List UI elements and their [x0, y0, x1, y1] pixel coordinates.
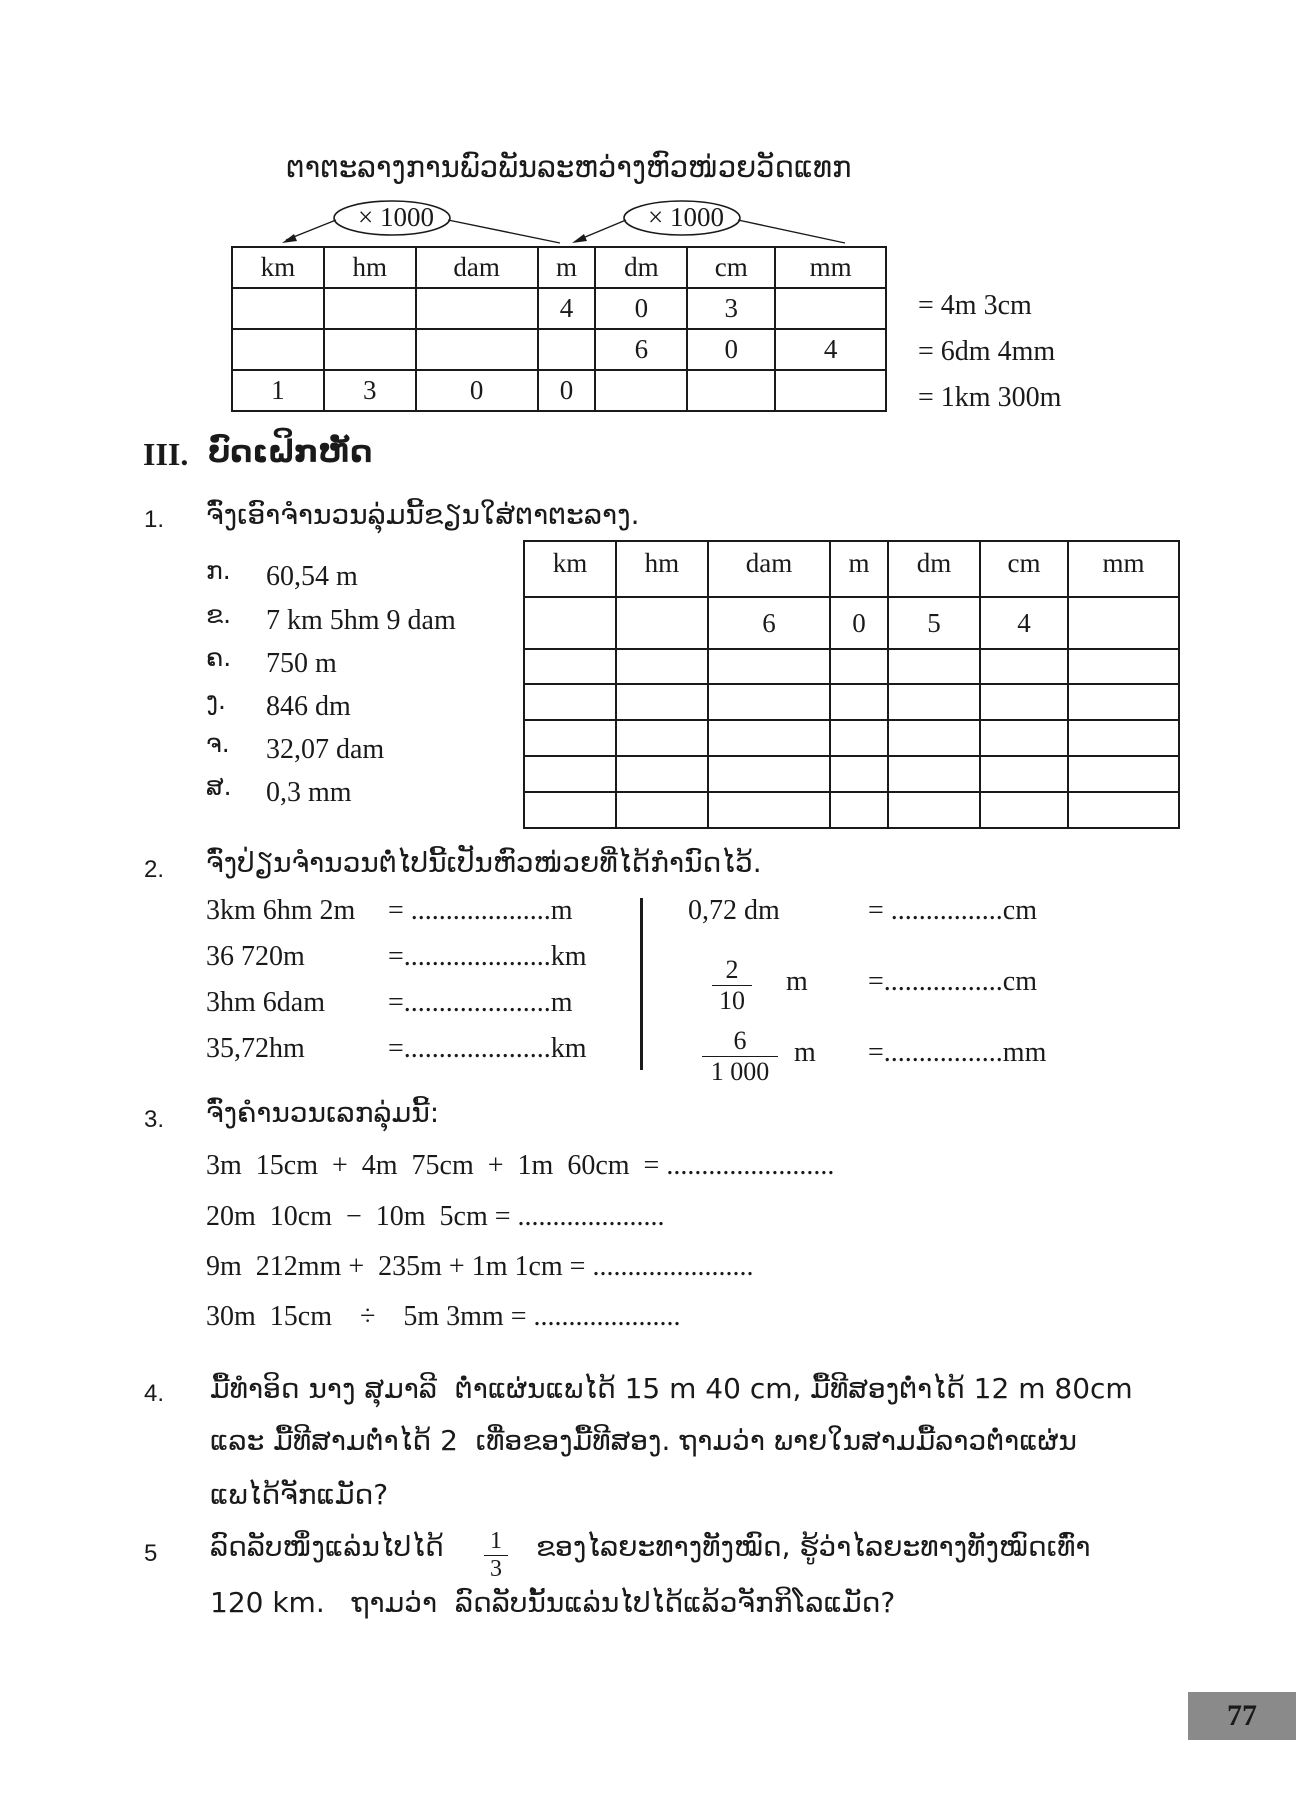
- table-cell: [538, 329, 596, 370]
- conversion-answer: =.....................m: [388, 987, 573, 1018]
- table-cell: 5: [888, 597, 980, 649]
- table-cell: [524, 756, 616, 792]
- conversion-table: [231, 246, 887, 412]
- table-cell: [616, 792, 708, 828]
- table-cell: [888, 649, 980, 684]
- calc-line: 3m 15cm + 4m 75cm + 1m 60cm = ........................: [206, 1150, 835, 1181]
- problem-line: ແພໄດ້ຈັກແມັດ?: [210, 1478, 389, 1511]
- table-cell: 0: [595, 288, 687, 329]
- table-cell: [324, 329, 416, 370]
- item-label: ກ.: [206, 556, 231, 585]
- conversion-answer: = ....................m: [388, 895, 573, 926]
- header-cell: km: [524, 541, 616, 597]
- item-label: ຈ.: [206, 729, 230, 758]
- exercise-number: 3.: [144, 1106, 165, 1133]
- fraction: [712, 955, 752, 1016]
- table-cell: [980, 792, 1068, 828]
- page-number: 77: [1188, 1692, 1296, 1740]
- table-cell: [524, 720, 616, 756]
- table-cell: [775, 288, 886, 329]
- table-cell: [1068, 756, 1179, 792]
- conversion-answer: =.....................km: [388, 941, 587, 972]
- table-cell: [980, 684, 1068, 720]
- header-cell: cm: [687, 247, 775, 288]
- section-title: ບົດເຝິກຫັດ: [208, 434, 373, 470]
- header-cell: hm: [616, 541, 708, 597]
- column-divider: [640, 898, 643, 1070]
- table-cell: [416, 329, 538, 370]
- fraction-denominator: 10: [712, 985, 752, 1016]
- exercise-number: 4.: [144, 1380, 165, 1407]
- table-row: [232, 288, 886, 329]
- table-cell: [980, 649, 1068, 684]
- header-cell: mm: [1068, 541, 1179, 597]
- conversion-expr: 36 720m: [206, 941, 305, 972]
- section-numeral: III.: [143, 436, 189, 472]
- fraction-unit: m: [794, 1037, 816, 1068]
- exercise-number: 5: [144, 1540, 158, 1567]
- item-value: 846 dm: [266, 691, 351, 722]
- table-cell: 1: [232, 370, 324, 411]
- table-cell: 4: [538, 288, 596, 329]
- table-cell: [980, 720, 1068, 756]
- table-cell: 3: [324, 370, 416, 411]
- item-value: 0,3 mm: [266, 777, 352, 808]
- conversion-answer: =.....................km: [388, 1033, 587, 1064]
- table-cell: 4: [980, 597, 1068, 649]
- table-cell: [830, 792, 888, 828]
- table-row: [232, 329, 886, 370]
- conversion-expr: 3km 6hm 2m: [206, 895, 356, 926]
- table-row: [232, 370, 886, 411]
- table-row: [524, 597, 1179, 649]
- problem-line: 120 km. ຖາມວ່າ ລົດລັບນັ້ນແລ່ນໄປໄດ້ແລ້ວຈັກກິໂລແມັດ?: [210, 1586, 896, 1619]
- result-line: = 6dm 4mm: [918, 336, 1056, 367]
- item-label: ຄ.: [206, 643, 232, 672]
- exercise1-table: [523, 540, 1180, 829]
- header-cell: hm: [324, 247, 416, 288]
- fraction-denominator: 1 000: [702, 1056, 778, 1087]
- table-cell: [708, 756, 830, 792]
- fraction-numerator: 2: [725, 955, 739, 984]
- table-cell: 6: [708, 597, 830, 649]
- conversion-answer: =.................mm: [868, 1037, 1047, 1068]
- table-cell: [1068, 649, 1179, 684]
- exercise-number: 1.: [144, 506, 165, 533]
- table-cell: [232, 288, 324, 329]
- header-cell: cm: [980, 541, 1068, 597]
- table-cell: 0: [416, 370, 538, 411]
- table-cell: [324, 288, 416, 329]
- table-cell: [708, 720, 830, 756]
- table-cell: [708, 684, 830, 720]
- table-cell: [830, 684, 888, 720]
- item-value: 32,07 dam: [266, 734, 385, 765]
- table-cell: [708, 792, 830, 828]
- item-value: 60,54 m: [266, 561, 358, 592]
- table-cell: [830, 649, 888, 684]
- ex1-header-row: [524, 541, 1179, 597]
- header-cell: m: [538, 247, 596, 288]
- table-cell: [616, 597, 708, 649]
- item-value: 7 km 5hm 9 dam: [266, 605, 456, 636]
- table-row: [524, 720, 1179, 756]
- exercise-text: ຈົ່ງເອົາຈຳນວນລຸ່ມນີ້ຂຽນໃສ່ຕາຕະລາງ.: [206, 498, 640, 531]
- header-cell: dm: [595, 247, 687, 288]
- table-row: [524, 649, 1179, 684]
- calc-line: 30m 15cm ÷ 5m 3mm = .....................: [206, 1301, 681, 1332]
- calc-line: 9m 212mm + 235m + 1m 1cm = .......................: [206, 1251, 754, 1282]
- table-cell: [416, 288, 538, 329]
- table-cell: [775, 370, 886, 411]
- item-label: ງ.: [206, 686, 227, 715]
- multiplier-left-label: × 1000: [358, 202, 434, 232]
- fraction-denominator: 3: [484, 1555, 508, 1583]
- fraction-numerator: 1: [490, 1528, 502, 1554]
- table-cell: [616, 720, 708, 756]
- table-cell: [524, 597, 616, 649]
- fraction: [702, 1026, 778, 1087]
- table-cell: [830, 720, 888, 756]
- item-label: ຂ.: [206, 600, 232, 629]
- table-cell: [687, 370, 775, 411]
- table-row: [524, 756, 1179, 792]
- table-cell: [616, 684, 708, 720]
- conversion-header-row: [232, 247, 886, 288]
- table-cell: [830, 756, 888, 792]
- table-cell: [980, 756, 1068, 792]
- table-cell: [1068, 720, 1179, 756]
- table-cell: 0: [687, 329, 775, 370]
- fraction-unit: m: [786, 966, 808, 997]
- result-line: = 4m 3cm: [918, 290, 1032, 321]
- table-cell: 6: [595, 329, 687, 370]
- table-cell: [232, 329, 324, 370]
- table-cell: 0: [538, 370, 596, 411]
- multiplier-right-label: × 1000: [648, 202, 724, 232]
- table-cell: 0: [830, 597, 888, 649]
- problem-line: ແລະ ມື້ທີສາມຕ່ຳໄດ້ 2 ເທື່ອຂອງມື້ທີສອງ. ຖາມວ່າ ພາຍໃນສາມມື້ລາວຕ່ຳແຜ່ນ: [210, 1424, 1077, 1457]
- problem-line: ຂອງໄລຍະທາງທັງໝົດ, ຮູ້ວ່າໄລຍະທາງທັງໝົດເທົ່າ: [536, 1530, 1091, 1563]
- exercise-text: ຈົ່ງຄຳນວນເລກລຸ່ມນີ້:: [206, 1096, 440, 1129]
- table-cell: [524, 649, 616, 684]
- header-cell: m: [830, 541, 888, 597]
- header-cell: dam: [416, 247, 538, 288]
- fraction: [484, 1528, 508, 1583]
- exercise-number: 2.: [144, 856, 165, 883]
- table-cell: [524, 792, 616, 828]
- conversion-answer: = ................cm: [868, 895, 1037, 926]
- item-value: 750 m: [266, 648, 337, 679]
- table-cell: [616, 649, 708, 684]
- problem-line: ມື້ທຳອິດ ນາງ ສຸມາລີ ຕ່ຳແຜ່ນແພໄດ້ 15 m 40 cm, ມື້ທີສອງຕ່ຳໄດ້ 12 m 80cm: [210, 1372, 1133, 1405]
- table-cell: [1068, 684, 1179, 720]
- calc-line: 20m 10cm − 10m 5cm = .....................: [206, 1201, 665, 1232]
- header-cell: dm: [888, 541, 980, 597]
- table-cell: [888, 684, 980, 720]
- header-cell: mm: [775, 247, 886, 288]
- fraction-numerator: 6: [733, 1026, 747, 1055]
- conversion-expr: 35,72hm: [206, 1033, 305, 1064]
- table-row: [524, 684, 1179, 720]
- table-row: [524, 792, 1179, 828]
- table-cell: [595, 370, 687, 411]
- table-cell: [888, 792, 980, 828]
- table-cell: [1068, 597, 1179, 649]
- table-cell: [1068, 792, 1179, 828]
- problem-line: ລົດລັບໜຶ່ງແລ່ນໄປໄດ້: [210, 1530, 444, 1563]
- header-cell: dam: [708, 541, 830, 597]
- table-cell: [888, 756, 980, 792]
- item-label: ສ.: [206, 772, 232, 801]
- table-cell: 4: [775, 329, 886, 370]
- header-cell: km: [232, 247, 324, 288]
- table-cell: [708, 649, 830, 684]
- conversion-title: ຕາຕະລາງການພົວພັນລະຫວ່າງຫົວໜ່ວຍວັດແທກ: [286, 150, 852, 184]
- conversion-expr: 3hm 6dam: [206, 987, 325, 1018]
- table-cell: 3: [687, 288, 775, 329]
- result-line: = 1km 300m: [918, 382, 1062, 413]
- table-cell: [524, 684, 616, 720]
- table-cell: [888, 720, 980, 756]
- conversion-answer: =.................cm: [868, 966, 1037, 997]
- table-cell: [616, 756, 708, 792]
- conversion-expr: 0,72 dm: [688, 895, 780, 926]
- exercise-text: ຈົ່ງປ່ຽນຈຳນວນຕໍ່ໄປນີ້ເປັນຫົວໜ່ວຍທີ່ໄດ້ກຳນົດໄວ້.: [206, 846, 762, 879]
